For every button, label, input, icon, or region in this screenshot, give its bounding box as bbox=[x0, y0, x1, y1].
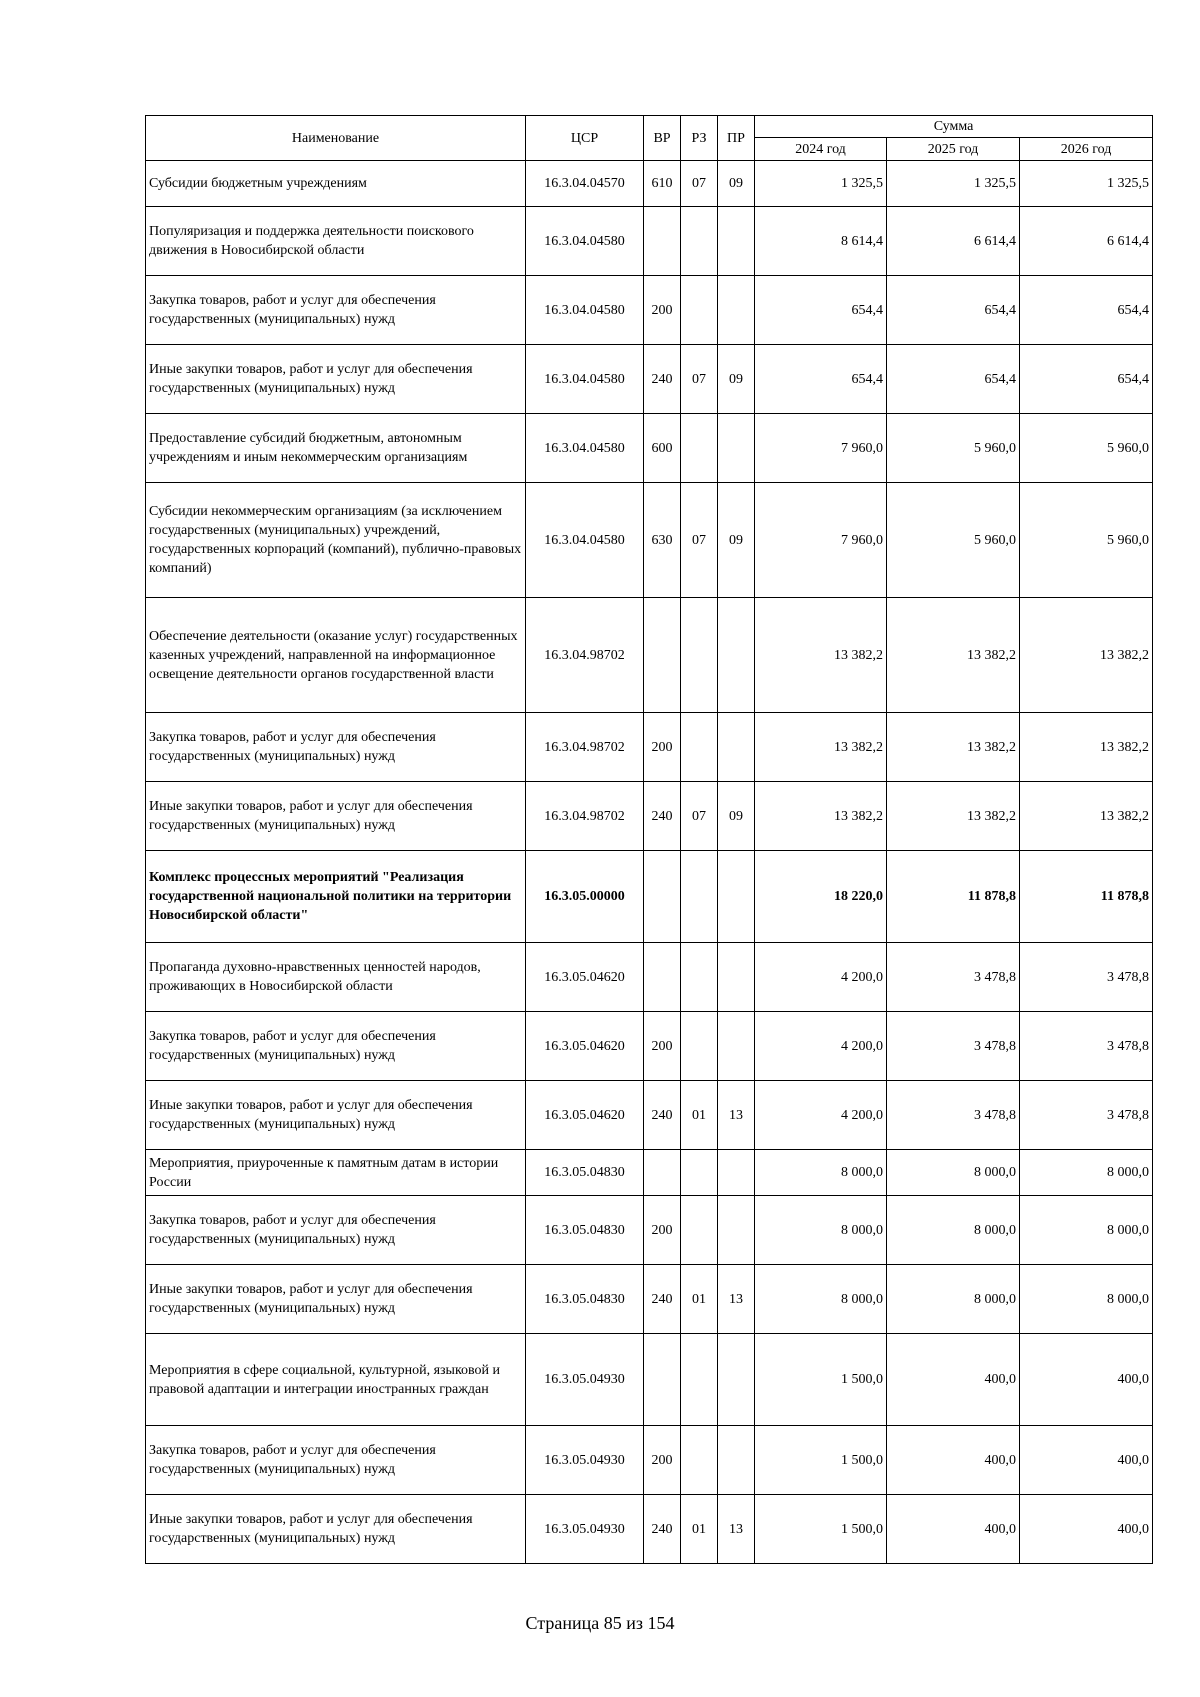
cell-name: Закупка товаров, работ и услуг для обеспечения государственных (муниципальных) нужд bbox=[146, 1426, 526, 1495]
cell-2026: 3 478,8 bbox=[1020, 1081, 1153, 1150]
cell-pr bbox=[718, 851, 755, 943]
cell-pr bbox=[718, 276, 755, 345]
table-row bbox=[146, 1265, 1153, 1334]
cell-vr: 240 bbox=[644, 1495, 681, 1564]
cell-2024: 7 960,0 bbox=[755, 414, 887, 483]
cell-2026: 1 325,5 bbox=[1020, 161, 1153, 207]
cell-name: Закупка товаров, работ и услуг для обеспечения государственных (муниципальных) нужд bbox=[146, 1012, 526, 1081]
cell-rz bbox=[681, 598, 718, 713]
cell-name: Иные закупки товаров, работ и услуг для обеспечения государственных (муниципальных) нужд bbox=[146, 345, 526, 414]
table-row bbox=[146, 276, 1153, 345]
cell-2024: 4 200,0 bbox=[755, 943, 887, 1012]
cell-pr bbox=[718, 1334, 755, 1426]
cell-rz bbox=[681, 207, 718, 276]
header-name: Наименование bbox=[146, 116, 526, 161]
cell-vr: 200 bbox=[644, 1012, 681, 1081]
cell-name: Иные закупки товаров, работ и услуг для обеспечения государственных (муниципальных) нужд bbox=[146, 782, 526, 851]
cell-csr: 16.3.04.04580 bbox=[526, 483, 644, 598]
cell-vr: 200 bbox=[644, 713, 681, 782]
cell-2026: 400,0 bbox=[1020, 1426, 1153, 1495]
cell-rz: 01 bbox=[681, 1495, 718, 1564]
table-row bbox=[146, 483, 1153, 598]
cell-vr: 200 bbox=[644, 276, 681, 345]
table-row bbox=[146, 1495, 1153, 1564]
table-row bbox=[146, 1426, 1153, 1495]
cell-2025: 8 000,0 bbox=[887, 1265, 1020, 1334]
cell-2026: 6 614,4 bbox=[1020, 207, 1153, 276]
cell-name: Иные закупки товаров, работ и услуг для обеспечения государственных (муниципальных) нужд bbox=[146, 1495, 526, 1564]
cell-2026: 3 478,8 bbox=[1020, 943, 1153, 1012]
cell-rz bbox=[681, 713, 718, 782]
cell-pr bbox=[718, 1150, 755, 1196]
cell-2024: 7 960,0 bbox=[755, 483, 887, 598]
cell-vr: 610 bbox=[644, 161, 681, 207]
cell-2026: 13 382,2 bbox=[1020, 782, 1153, 851]
cell-vr bbox=[644, 598, 681, 713]
table-row bbox=[146, 782, 1153, 851]
cell-vr: 600 bbox=[644, 414, 681, 483]
cell-2024: 8 000,0 bbox=[755, 1150, 887, 1196]
cell-2025: 5 960,0 bbox=[887, 483, 1020, 598]
cell-rz bbox=[681, 1334, 718, 1426]
cell-vr: 200 bbox=[644, 1426, 681, 1495]
header-pr: ПР bbox=[718, 116, 755, 161]
cell-2026: 5 960,0 bbox=[1020, 483, 1153, 598]
cell-name: Закупка товаров, работ и услуг для обеспечения государственных (муниципальных) нужд bbox=[146, 276, 526, 345]
header-csr: ЦСР bbox=[526, 116, 644, 161]
cell-rz: 07 bbox=[681, 483, 718, 598]
cell-2026: 400,0 bbox=[1020, 1495, 1153, 1564]
cell-2024: 1 500,0 bbox=[755, 1426, 887, 1495]
cell-2024: 4 200,0 bbox=[755, 1012, 887, 1081]
cell-vr: 240 bbox=[644, 1265, 681, 1334]
cell-csr: 16.3.04.98702 bbox=[526, 782, 644, 851]
header-vr: ВР bbox=[644, 116, 681, 161]
cell-vr: 240 bbox=[644, 1081, 681, 1150]
table-row bbox=[146, 1334, 1153, 1426]
cell-csr: 16.3.05.04930 bbox=[526, 1426, 644, 1495]
cell-vr bbox=[644, 1334, 681, 1426]
cell-2024: 1 500,0 bbox=[755, 1334, 887, 1426]
cell-rz bbox=[681, 943, 718, 1012]
cell-name: Закупка товаров, работ и услуг для обеспечения государственных (муниципальных) нужд bbox=[146, 1196, 526, 1265]
cell-rz bbox=[681, 1150, 718, 1196]
cell-pr: 09 bbox=[718, 483, 755, 598]
cell-name: Субсидии некоммерческим организациям (за исключением государственных (муниципальных) учреждений, государственных корпораций (компаний), публично-правовых компаний) bbox=[146, 483, 526, 598]
cell-2025: 13 382,2 bbox=[887, 782, 1020, 851]
cell-rz bbox=[681, 414, 718, 483]
header-year-2024: 2024 год bbox=[755, 138, 887, 161]
cell-pr bbox=[718, 1426, 755, 1495]
cell-pr: 13 bbox=[718, 1081, 755, 1150]
cell-2025: 400,0 bbox=[887, 1334, 1020, 1426]
cell-2025: 400,0 bbox=[887, 1426, 1020, 1495]
cell-2024: 4 200,0 bbox=[755, 1081, 887, 1150]
table-header bbox=[146, 116, 1153, 161]
cell-csr: 16.3.05.04930 bbox=[526, 1334, 644, 1426]
page-number: Страница 85 из 154 bbox=[525, 1613, 675, 1633]
cell-pr bbox=[718, 1196, 755, 1265]
cell-2026: 654,4 bbox=[1020, 345, 1153, 414]
cell-pr: 09 bbox=[718, 345, 755, 414]
cell-csr: 16.3.04.04580 bbox=[526, 276, 644, 345]
cell-pr: 13 bbox=[718, 1495, 755, 1564]
cell-2024: 1 325,5 bbox=[755, 161, 887, 207]
cell-name: Иные закупки товаров, работ и услуг для обеспечения государственных (муниципальных) нужд bbox=[146, 1081, 526, 1150]
cell-2024: 8 000,0 bbox=[755, 1196, 887, 1265]
table-row bbox=[146, 943, 1153, 1012]
cell-pr: 09 bbox=[718, 782, 755, 851]
cell-pr bbox=[718, 713, 755, 782]
cell-vr bbox=[644, 207, 681, 276]
cell-rz: 07 bbox=[681, 161, 718, 207]
cell-2025: 6 614,4 bbox=[887, 207, 1020, 276]
cell-2026: 8 000,0 bbox=[1020, 1265, 1153, 1334]
table-row bbox=[146, 1081, 1153, 1150]
cell-vr bbox=[644, 1150, 681, 1196]
table-row bbox=[146, 207, 1153, 276]
cell-rz bbox=[681, 1012, 718, 1081]
cell-2026: 11 878,8 bbox=[1020, 851, 1153, 943]
cell-2025: 5 960,0 bbox=[887, 414, 1020, 483]
table-row bbox=[146, 1196, 1153, 1265]
table-row bbox=[146, 713, 1153, 782]
header-year-2025: 2025 год bbox=[887, 138, 1020, 161]
cell-csr: 16.3.05.04830 bbox=[526, 1196, 644, 1265]
cell-pr bbox=[718, 1012, 755, 1081]
header-sum: Сумма bbox=[755, 116, 1153, 138]
cell-rz bbox=[681, 1196, 718, 1265]
cell-2026: 13 382,2 bbox=[1020, 598, 1153, 713]
cell-2024: 18 220,0 bbox=[755, 851, 887, 943]
cell-vr: 240 bbox=[644, 782, 681, 851]
cell-2026: 654,4 bbox=[1020, 276, 1153, 345]
cell-2024: 13 382,2 bbox=[755, 713, 887, 782]
table-row bbox=[146, 414, 1153, 483]
cell-pr bbox=[718, 598, 755, 713]
table-body bbox=[146, 161, 1153, 1564]
cell-rz: 01 bbox=[681, 1081, 718, 1150]
cell-vr bbox=[644, 943, 681, 1012]
table-row bbox=[146, 1012, 1153, 1081]
cell-pr: 09 bbox=[718, 161, 755, 207]
cell-rz bbox=[681, 851, 718, 943]
cell-2026: 400,0 bbox=[1020, 1334, 1153, 1426]
cell-csr: 16.3.04.98702 bbox=[526, 598, 644, 713]
table-row bbox=[146, 598, 1153, 713]
cell-2024: 654,4 bbox=[755, 345, 887, 414]
cell-2026: 3 478,8 bbox=[1020, 1012, 1153, 1081]
budget-table bbox=[145, 115, 1153, 1564]
cell-2026: 8 000,0 bbox=[1020, 1196, 1153, 1265]
cell-vr: 240 bbox=[644, 345, 681, 414]
cell-csr: 16.3.04.04580 bbox=[526, 345, 644, 414]
cell-2025: 3 478,8 bbox=[887, 1081, 1020, 1150]
cell-csr: 16.3.05.04830 bbox=[526, 1265, 644, 1334]
table-row bbox=[146, 161, 1153, 207]
cell-name: Мероприятия в сфере социальной, культурной, языковой и правовой адаптации и интеграции иностранных граждан bbox=[146, 1334, 526, 1426]
cell-2026: 5 960,0 bbox=[1020, 414, 1153, 483]
header-rz: РЗ bbox=[681, 116, 718, 161]
cell-2025: 13 382,2 bbox=[887, 598, 1020, 713]
cell-2026: 13 382,2 bbox=[1020, 713, 1153, 782]
cell-csr: 16.3.04.04580 bbox=[526, 207, 644, 276]
cell-csr: 16.3.05.04620 bbox=[526, 943, 644, 1012]
cell-name: Пропаганда духовно-нравственных ценностей народов, проживающих в Новосибирской области bbox=[146, 943, 526, 1012]
cell-2025: 8 000,0 bbox=[887, 1150, 1020, 1196]
cell-2024: 13 382,2 bbox=[755, 598, 887, 713]
cell-2025: 654,4 bbox=[887, 345, 1020, 414]
cell-csr: 16.3.05.00000 bbox=[526, 851, 644, 943]
cell-vr: 200 bbox=[644, 1196, 681, 1265]
table-row bbox=[146, 1150, 1153, 1196]
cell-2025: 3 478,8 bbox=[887, 943, 1020, 1012]
cell-csr: 16.3.05.04830 bbox=[526, 1150, 644, 1196]
cell-name: Обеспечение деятельности (оказание услуг) государственных казенных учреждений, направленной на информационное освещение деятельности органов государственной власти bbox=[146, 598, 526, 713]
cell-csr: 16.3.05.04620 bbox=[526, 1081, 644, 1150]
cell-2025: 1 325,5 bbox=[887, 161, 1020, 207]
cell-2025: 654,4 bbox=[887, 276, 1020, 345]
cell-2026: 8 000,0 bbox=[1020, 1150, 1153, 1196]
cell-name: Закупка товаров, работ и услуг для обеспечения государственных (муниципальных) нужд bbox=[146, 713, 526, 782]
cell-name: Предоставление субсидий бюджетным, автономным учреждениям и иным некоммерческим организациям bbox=[146, 414, 526, 483]
header-year-2026: 2026 год bbox=[1020, 138, 1153, 161]
cell-rz bbox=[681, 1426, 718, 1495]
cell-csr: 16.3.05.04620 bbox=[526, 1012, 644, 1081]
cell-2025: 13 382,2 bbox=[887, 713, 1020, 782]
cell-name: Комплекс процессных мероприятий "Реализация государственной национальной политики на территории Новосибирской области" bbox=[146, 851, 526, 943]
cell-csr: 16.3.04.98702 bbox=[526, 713, 644, 782]
cell-vr: 630 bbox=[644, 483, 681, 598]
cell-rz bbox=[681, 276, 718, 345]
cell-csr: 16.3.04.04570 bbox=[526, 161, 644, 207]
cell-2024: 1 500,0 bbox=[755, 1495, 887, 1564]
table-row bbox=[146, 345, 1153, 414]
table-row bbox=[146, 851, 1153, 943]
cell-pr: 13 bbox=[718, 1265, 755, 1334]
cell-rz: 07 bbox=[681, 345, 718, 414]
cell-vr bbox=[644, 851, 681, 943]
cell-pr bbox=[718, 943, 755, 1012]
cell-2025: 3 478,8 bbox=[887, 1012, 1020, 1081]
cell-name: Мероприятия, приуроченные к памятным датам в истории России bbox=[146, 1150, 526, 1196]
cell-pr bbox=[718, 207, 755, 276]
cell-name: Популяризация и поддержка деятельности поискового движения в Новосибирской области bbox=[146, 207, 526, 276]
cell-csr: 16.3.05.04930 bbox=[526, 1495, 644, 1564]
cell-name: Субсидии бюджетным учреждениям bbox=[146, 161, 526, 207]
cell-2024: 13 382,2 bbox=[755, 782, 887, 851]
cell-2025: 8 000,0 bbox=[887, 1196, 1020, 1265]
cell-2025: 11 878,8 bbox=[887, 851, 1020, 943]
cell-name: Иные закупки товаров, работ и услуг для обеспечения государственных (муниципальных) нужд bbox=[146, 1265, 526, 1334]
cell-2024: 8 000,0 bbox=[755, 1265, 887, 1334]
cell-rz: 07 bbox=[681, 782, 718, 851]
cell-2025: 400,0 bbox=[887, 1495, 1020, 1564]
cell-2024: 654,4 bbox=[755, 276, 887, 345]
cell-2024: 8 614,4 bbox=[755, 207, 887, 276]
cell-rz: 01 bbox=[681, 1265, 718, 1334]
cell-pr bbox=[718, 414, 755, 483]
cell-csr: 16.3.04.04580 bbox=[526, 414, 644, 483]
